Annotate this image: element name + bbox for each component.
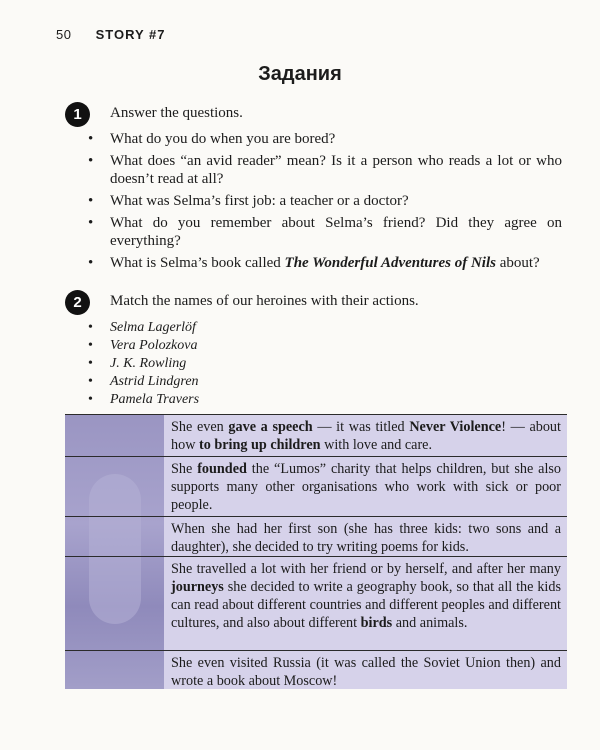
question-item: • What was Selma’s first job: a teacher or a doctor? [88, 192, 562, 210]
question-item: • What do you remember about Selma’s friend? Did they agree on everything? [88, 214, 562, 250]
heroine-name: • Pamela Travers [88, 391, 199, 409]
task-1-prompt: Answer the questions. [110, 105, 243, 121]
action-row [65, 456, 567, 517]
question-item: • What do you do when you are bored? [88, 130, 562, 148]
task-1-number-badge: 1 [65, 102, 90, 127]
heroine-name: • Selma Lagerlöf [88, 319, 199, 337]
action-text: She even visited Russia (it was called the Soviet Union then) and wrote a book about Moscow! [171, 655, 561, 689]
story-label: STORY #7 [95, 27, 166, 42]
question-item: • What does “an avid reader” mean? Is it a person who reads a lot or who doesn’t read at all? [88, 152, 562, 188]
task-2-prompt: Match the names of our heroines with their actions. [110, 293, 419, 309]
action-text: She even gave a speech — it was titled Never Violence! — about how to bring up children with love and care. [171, 419, 561, 453]
action-text: She founded the “Lumos” charity that helps children, but she also supports many other organisations who work with sick or poor people. [171, 461, 562, 513]
question-item [88, 254, 562, 272]
action-row [65, 556, 567, 653]
book-title: The Wonderful Adventures of Nils [284, 255, 496, 271]
question-text: What is Selma’s book called [110, 255, 285, 271]
action-text: She travelled a lot with her friend or by herself, and after her many journeys she decided to write a geography book, so that all the kids can read about different countries and different peoples and different cultures, and also about different birds and animals. [171, 561, 561, 631]
page-header [56, 27, 166, 42]
heroine-name: • Vera Polozkova [88, 337, 199, 355]
heroine-name: • J. K. Rowling [88, 355, 199, 373]
action-text: When she had her first son (she has three kids: two sons and a daughter), she decided to try writing poems for kids. [171, 521, 561, 555]
heroine-name-list [88, 319, 199, 409]
page-title: Задания [258, 63, 342, 85]
task-1-question-list [88, 130, 562, 276]
heroine-name: • Astrid Lindgren [88, 373, 199, 391]
question-text: about? [495, 255, 540, 271]
task-2-number-badge: 2 [65, 290, 90, 315]
page-number: 50 [56, 27, 72, 42]
action-row [65, 516, 567, 557]
action-row [65, 650, 567, 690]
action-row [65, 414, 567, 457]
matching-table [65, 414, 567, 689]
